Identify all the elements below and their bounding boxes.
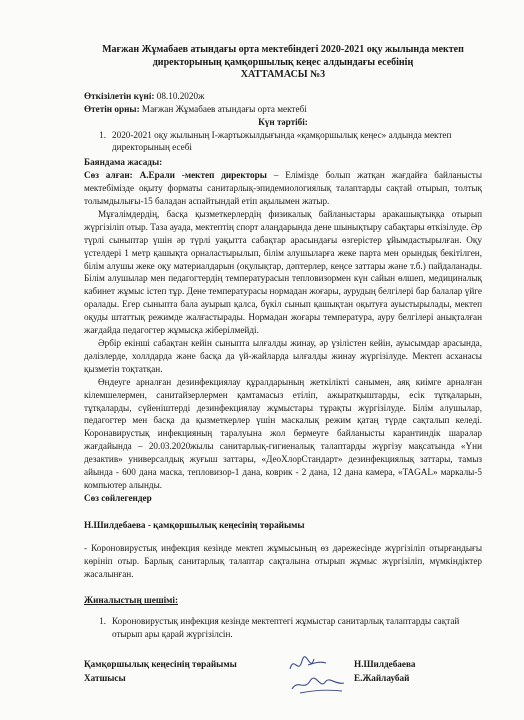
speaker2-text: - Короновирустық инфекция кезінде мектеп жұмысының өз дәрежесінде жүргізіліп отырғандығы көрініп отыр. Барлық санитарлық талаптар сақталына отырып жұмыс жүргізіліп, мүмкіндіктер жасалынған. [84,542,482,579]
title-line-1: Мағжан Жұмабаев атындағы орта мектебіндегі 2020-2021 оқу жылында мектеп [102,44,464,55]
date-label: Өткізілетін күні: [84,90,155,101]
date-value: 08.10.2020ж [156,90,205,101]
meta-date [84,90,482,103]
agenda-title: Күн тәртібі: [258,116,308,127]
agenda-item [84,129,482,155]
speaker1-lead-paragraph [84,169,482,208]
signature-role-secretary: Хатшысы [84,673,126,684]
speaker1-label: Сөз алған: А.Ерали -мектеп директоры [84,170,267,181]
signature-block [84,657,482,697]
signature-names [354,657,416,685]
handwritten-signature-image [284,651,354,697]
speaker1-paragraph-3: Өндеуге арналған дезинфекциялау құралдарының жеткілікті санымен, аяқ киімге арналған кілемшелермен, санитайзерлермен қамтамасыз етіліп, ажыратқыштарды, есік тұтқаларын, тұтқаларды, сүйеніштерді дезинфекциялау жұмыстары тұрақты жүргізілуде. Білім алушылар, педагогтер мен басқа да қызметкерлер үшін маскалық режим қатаң түрде сақталып келеді. Коронавирустық инфекцияның таралуына жол бермеуге байланысты карантиндік шаралар жағдайында – 20.03.2020жылы санитарлық-гигиеналық талаптарды жүргізу мақсатында «Үни дезактив» универсалдық жуғыш заттары, «ДеоХлорСтандарт» дезинфекциялық заттары, тамыз айында - 600 дана маска, тепловизор-1 дана, коврик - 2 дана, 12 дана камера, «TAGAL» маркалы-5 компьютер алынды. [84,376,482,490]
signature-role-chair: Қамқоршылық кеңесінің төрайымы [84,659,237,670]
title-line-3: ХАТТАМАСЫ №3 [240,69,326,81]
signature-name-chair: Н.Шилдебаева [354,659,416,670]
place-value: Мағжан Жұмабаев атындағы орта мектебі [141,103,307,114]
decision-title: Жиналыстың шешімі: [84,595,179,606]
speaker1-paragraph-2: Әрбір екінші сабақтан кейін сыныпта ылғалды жинау, әр үзілістен кейін, ауысымдар арасында, дәлізлерде, холлдарда және басқа да үй-жайларда ылғалды жинау жүргізілуде. Мектеп асханасы қызметін тоқтатқан. [84,338,482,374]
decision-item [84,615,482,641]
decision-item-text: Короновирустық инфекция кезінде мектептегі жұмыстар санитарлық талаптарды сақтай отырып ары қарай жүргізілсін. [112,616,460,640]
speaker1-lead: – Елімізде болып жатқан жағдайға байланысты мектебімізде оқыту форматы санитарлық-эпидемиологиялық талаптарды сақтай отырып, толтық толымдылығы-15 баладан аспайтындай етіп ақылымен жатыр. [84,170,482,207]
hearing-title: Баяндама жасады: [84,157,163,168]
agenda-item-number: 1. [99,129,106,140]
agenda-item-text: 2020-2021 оқу жылының І-жартыжылдығында «қамқоршылық кеңес» алдында мектеп директорының есебі [112,129,452,153]
speaker1-paragraph-1: Мұғалімдердің, басқа қызметкерлердің физикалық байланыстары аракашықтыққа отырып жүргізіліп отыр. Таза ауада, мектептің спорт алаңдарында дене шынықтыру сабақтары өткізілуде. Әр түрлі сыныптар үшін әр түрлі уақытта сабақтар арасындағы өзгерістер ұйымдастырылған. Оқу үстелдері 1 метр қашықта орналастырылып, білім алушыларға жеке парта мен орындық бекітілген, білім алушы жеке оқу материалдарын (оқулықтар, дәптерлер, кеңсе заттары және т.б.) пайдаланады. Білім алушылар мен педагогтердің температурасын тепловизормен күн сайын өлшеп, медициналық кабинет жұмыс істеп тұр. Дене температурасы нормадан жоғары, аурудың белгілері бар балалар үйге оралады. Егер сыныпта бала ауырып қалса, бүкіл сынып қашықтан оқытуға ауыстырылады, мектеп оқуды штаттық режимде жалғастырады. Нормадан жоғары температура, ауру белгілері анықталған жағдайда педагогтер жұмысқа жіберілмейді. [84,208,482,336]
document-title [84,44,482,82]
signature-roles [84,657,237,685]
place-label: Өтетін орны: [84,103,140,114]
title-line-2: директорының қамқоршылық кеңес алдындағы есебінің [152,56,414,68]
meta-place [84,103,482,116]
decision-item-number: 1. [99,616,106,627]
speaker2-label: Н.Шилдебаева - қамқоршылық кеңесінің төрайымы [84,519,305,530]
discussion-title: Сөз сөйлегендер [84,492,152,503]
signature-name-secretary: Е.Жайлаубай [354,673,410,684]
